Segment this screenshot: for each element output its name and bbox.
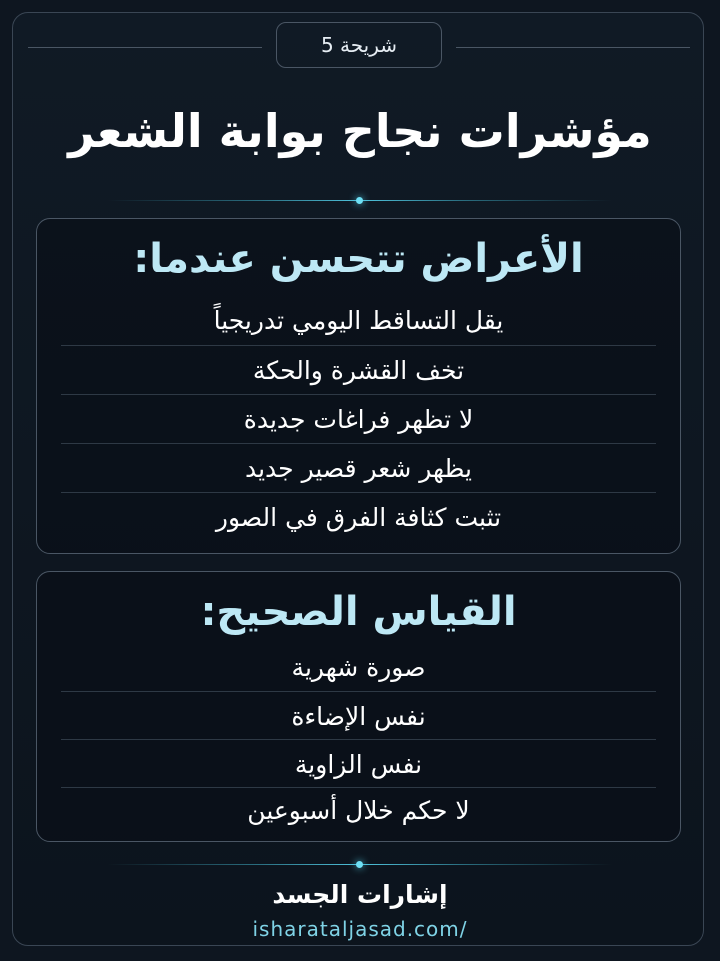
measurement-heading: القياس الصحيح: <box>200 589 517 635</box>
list-divider <box>61 739 656 740</box>
footer-divider-dot <box>356 861 363 868</box>
list-item: تثبت كثافة الفرق في الصور <box>215 503 502 532</box>
symptoms-card <box>36 218 681 554</box>
list-item: نفس الإضاءة <box>291 702 426 731</box>
list-divider <box>61 443 656 444</box>
header-divider-left <box>28 47 262 48</box>
list-item: نفس الزاوية <box>294 750 423 779</box>
header-divider-right <box>456 47 690 48</box>
list-item: تخف القشرة والحكة <box>252 356 465 385</box>
list-item: صورة شهرية <box>291 653 426 682</box>
symptoms-heading: الأعراض تتحسن عندما: <box>133 236 584 282</box>
list-divider <box>61 691 656 692</box>
brand-name: إشارات الجسد <box>272 880 448 909</box>
list-item: لا تظهر فراغات جديدة <box>243 405 474 434</box>
list-divider <box>61 394 656 395</box>
list-item: يقل التساقط اليومي تدريجياً <box>213 306 504 335</box>
title-divider-dot <box>356 197 363 204</box>
list-item: لا حكم خلال أسبوعين <box>247 796 470 825</box>
slide-number-badge <box>276 22 442 68</box>
slide-number-label: شريحة 5 <box>320 33 398 57</box>
brand-url-link[interactable]: isharataljasad.com/ <box>252 917 468 941</box>
list-divider <box>61 492 656 493</box>
page-title: مؤشرات نجاح بوابة الشعر <box>68 104 652 158</box>
list-item: يظهر شعر قصير جديد <box>244 454 473 483</box>
measurement-card <box>36 571 681 842</box>
list-divider <box>61 345 656 346</box>
list-divider <box>61 787 656 788</box>
